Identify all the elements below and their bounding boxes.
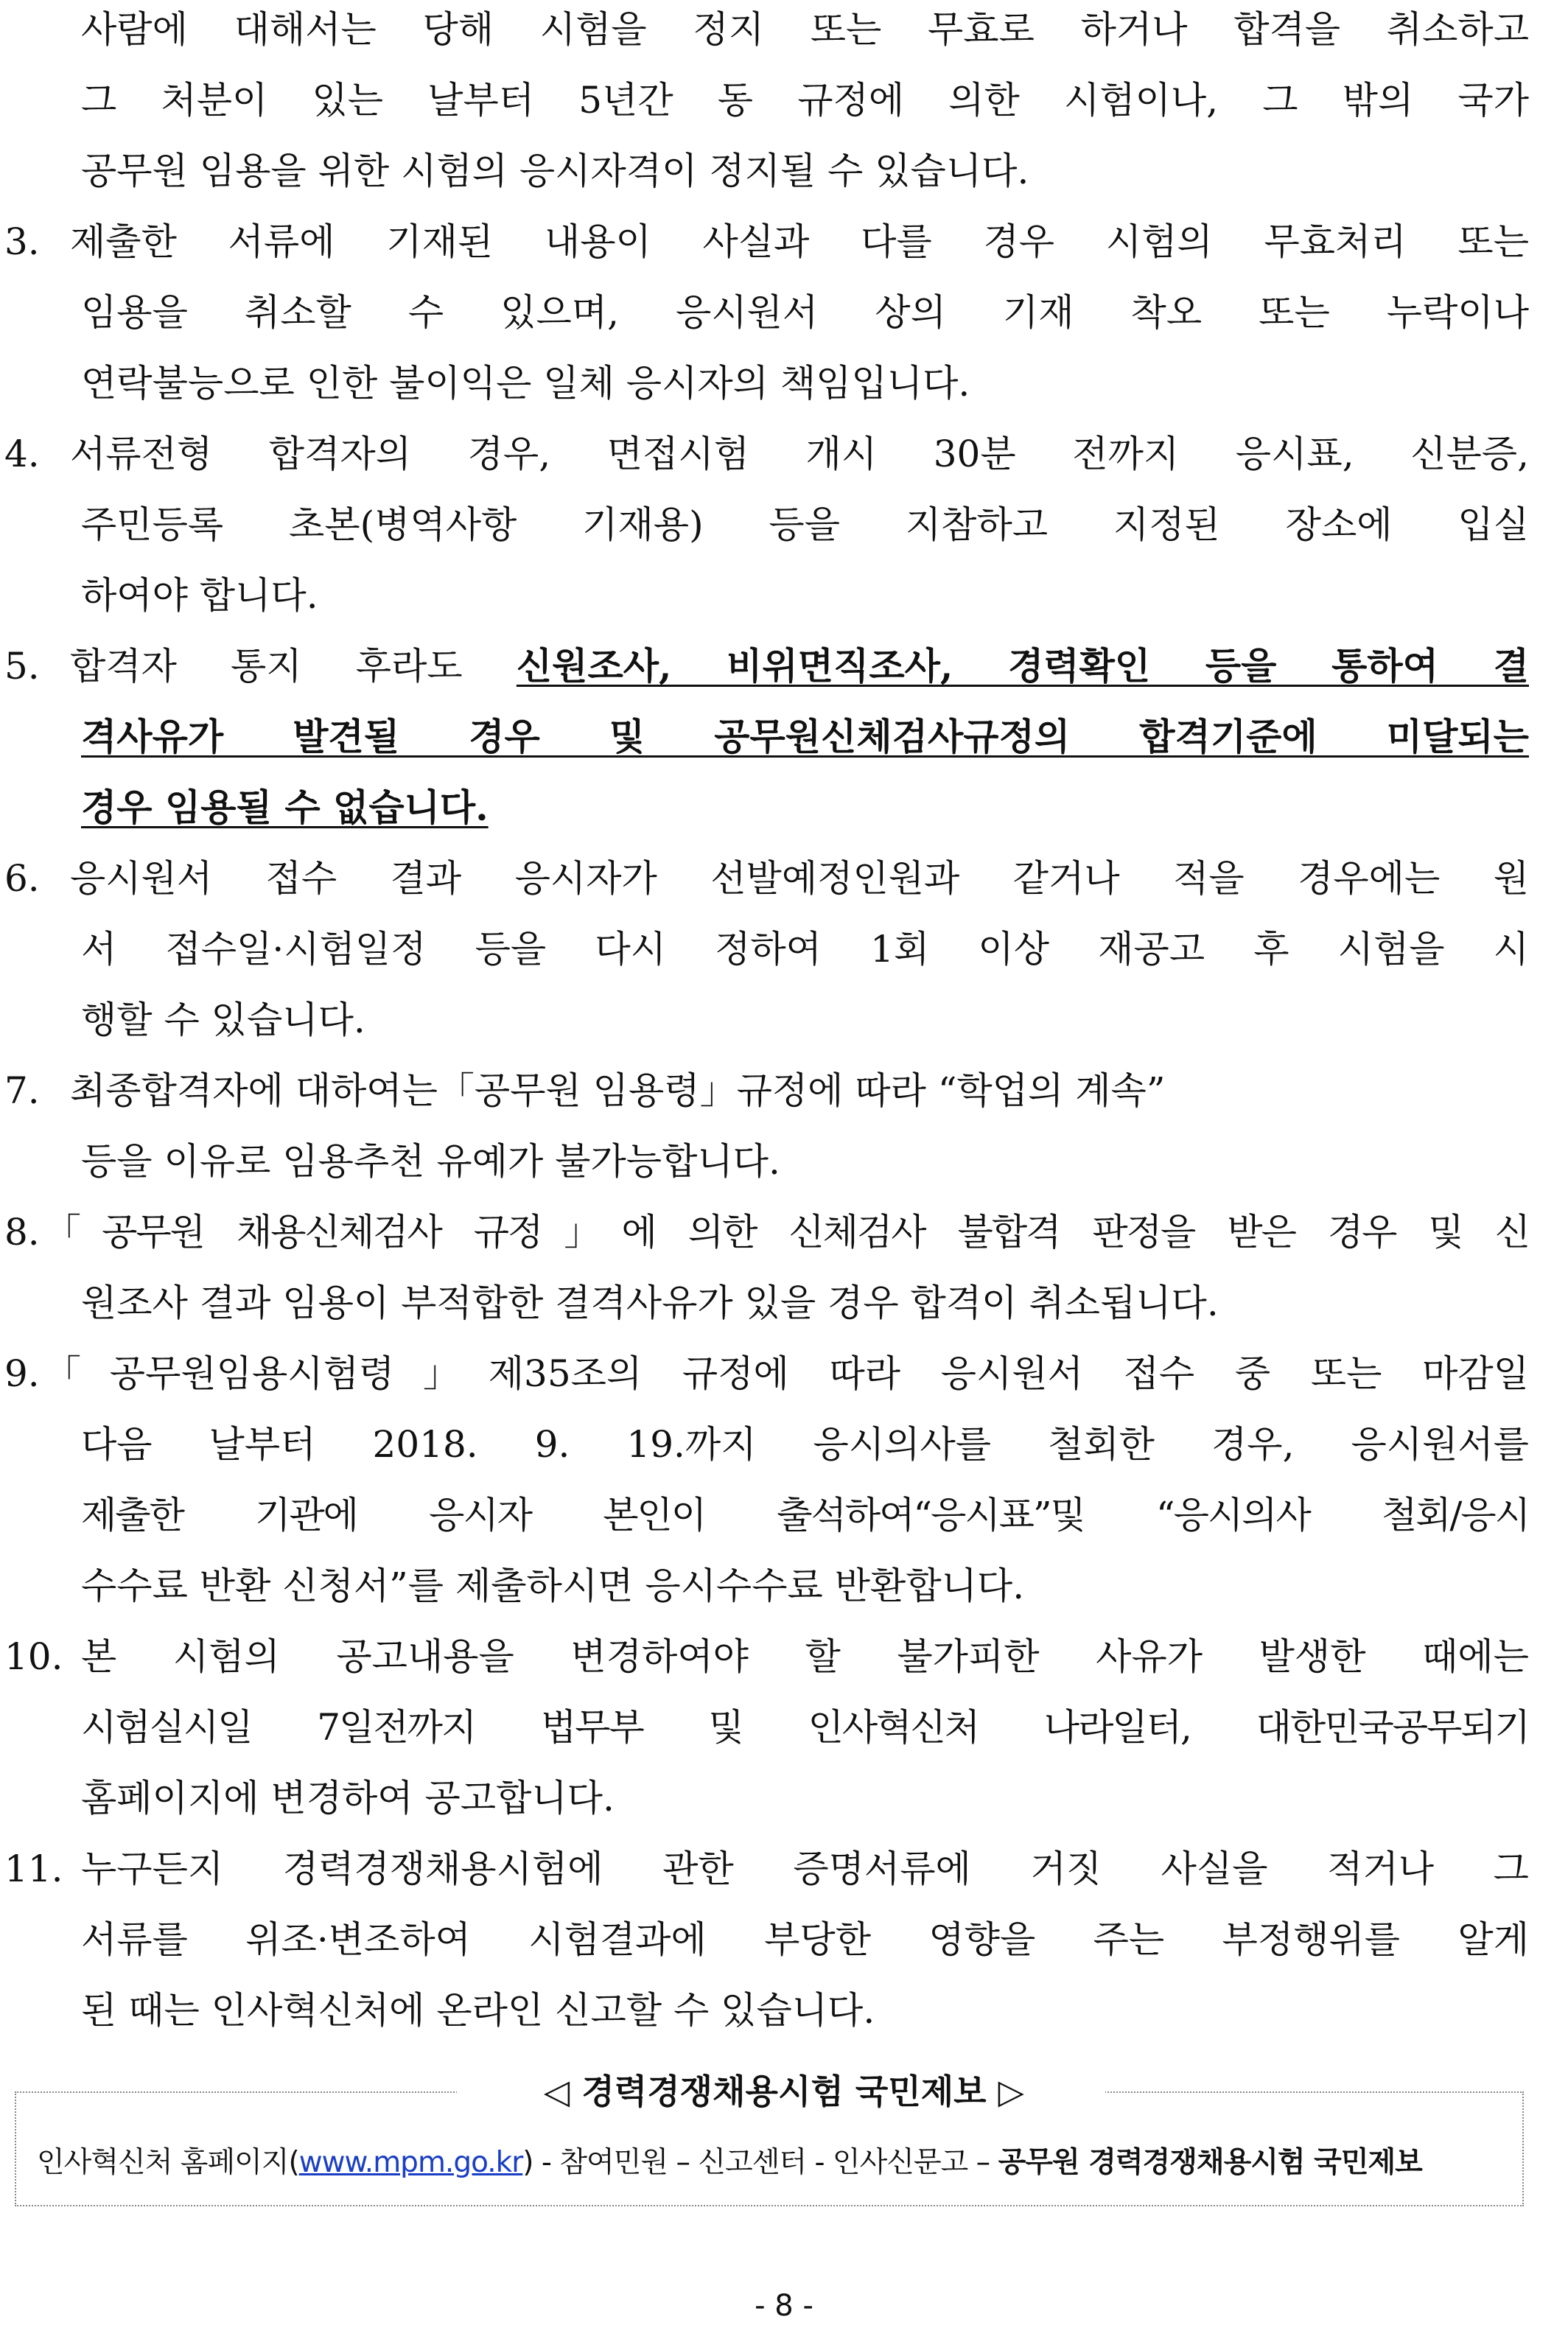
text-line <box>70 644 1529 688</box>
text-line: 서 접수일·시험일정 등을 다시 정하여 1회 이상 재공고 후 시험을 시 <box>81 928 1529 971</box>
item-number: 6. <box>4 857 40 900</box>
text-line: 그 처분이 있는 날부터 5년간 동 규정에 의한 시험이나, 그 밖의 국가 <box>81 79 1529 122</box>
text-line: 서류전형 합격자의 경우, 면접시험 개시 30분 전까지 응시표, 신분증, <box>70 433 1529 475</box>
text-line: 누구든지 경력경쟁채용시험에 관한 증명서류에 거짓 사실을 적거나 그 <box>81 1848 1529 1890</box>
item-number: 9. <box>4 1352 40 1395</box>
text-line: 응시원서 접수 결과 응시자가 선발예정인원과 같거나 적을 경우에는 원 <box>70 857 1529 900</box>
text-line: 공무원 임용을 위한 시험의 응시자격이 정지될 수 있습니다. <box>81 150 1029 192</box>
website-link[interactable]: www.mpm.go.kr <box>298 2146 523 2179</box>
item-number: 7. <box>4 1069 40 1112</box>
text-line: 본 시험의 공고내용을 변경하여야 할 불가피한 사유가 발생한 때에는 <box>81 1635 1529 1678</box>
item-number: 11. <box>4 1848 63 1890</box>
report-bold-text: 공무원 경력경쟁채용시험 국민제보 <box>998 2146 1422 2179</box>
text-line: 서류를 위조·변조하여 시험결과에 부당한 영향을 주는 부정행위를 알게 <box>81 1918 1529 1961</box>
text-line: 수수료 반환 신청서”를 제출하시면 응시수수료 반환합니다. <box>81 1565 1025 1607</box>
text-emphasis-line: 격사유가 발견될 경우 및 공무원신체검사규정의 합격기준에 미달되는 <box>81 715 1529 758</box>
text-emphasis: 신원조사, 비위면직조사, 경력확인 등을 통하여 결 <box>516 644 1529 688</box>
text-emphasis-line: 경우 임용될 수 없습니다. <box>81 786 489 829</box>
text-line: 제출한 서류에 기재된 내용이 사실과 다를 경우 시험의 무효처리 또는 <box>70 220 1529 263</box>
text-line: 된 때는 인사혁신처에 온라인 신고할 수 있습니다. <box>81 1989 875 2032</box>
text-line: 다음 날부터 2018. 9. 19.까지 응시의사를 철회한 경우, 응시원서를 <box>81 1423 1529 1466</box>
item-number: 8. <box>4 1211 40 1254</box>
report-path-text <box>37 2141 1511 2185</box>
report-middle: ) - 참여민원 – 신고센터 - 인사신문고 – <box>522 2146 998 2179</box>
text-line: 임용을 취소할 수 있으며, 응시원서 상의 기재 착오 또는 누락이나 <box>81 291 1529 334</box>
text-line: 제출한 기관에 응시자 본인이 출석하여“응시표”및 “응시의사 철회/응시 <box>81 1494 1529 1537</box>
report-box-title: ◁ 경력경쟁채용시험 국민제보 ▷ <box>543 2072 1025 2111</box>
text-plain: 합격자 통지 후라도 <box>70 645 517 688</box>
text-line: 「공무원임용시험령」제35조의 규정에 따라 응시원서 접수 중 또는 마감일 <box>44 1352 1529 1395</box>
text-line: 원조사 결과 임용이 부적합한 결격사유가 있을 경우 합격이 취소됩니다. <box>81 1282 1219 1324</box>
item-number: 4. <box>4 433 40 475</box>
text-line: 등을 이유로 임용추천 유예가 불가능합니다. <box>81 1140 780 1183</box>
report-prefix: 인사혁신처 홈페이지( <box>37 2146 299 2179</box>
item-number: 5. <box>4 645 40 688</box>
text-line: 「공무원 채용신체검사 규정」에 의한 신체검사 불합격 판정을 받은 경우 및 신 <box>44 1211 1529 1254</box>
text-line: 홈페이지에 변경하여 공고합니다. <box>81 1777 615 1820</box>
text-line: 주민등록 초본(병역사항 기재용) 등을 지참하고 지정된 장소에 입실 <box>81 503 1529 546</box>
page-number: - 8 - <box>755 2289 813 2323</box>
text-line: 사람에 대해서는 당해 시험을 정지 또는 무효로 하거나 합격을 취소하고 <box>81 8 1529 51</box>
text-line: 행할 수 있습니다. <box>81 999 365 1041</box>
item-number: 3. <box>4 220 40 263</box>
text-line: 시험실시일 7일전까지 법무부 및 인사혁신처 나라일터, 대한민국공무되기 <box>81 1706 1529 1749</box>
text-line: 최종합격자에 대하여는「공무원 임용령」규정에 따라 “학업의 계속” <box>70 1069 1166 1112</box>
text-line: 하여야 합니다. <box>81 574 318 617</box>
item-number: 10. <box>4 1635 63 1678</box>
text-line: 연락불능으로 인한 불이익은 일체 응시자의 책임입니다. <box>81 362 970 405</box>
